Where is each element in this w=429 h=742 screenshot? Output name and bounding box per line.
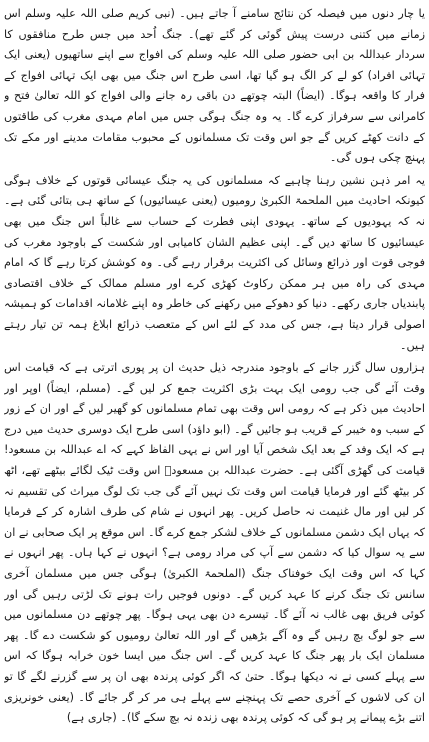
urdu-article-page (4, 4, 425, 738)
article-paragraph-3: ہزاروں سال گزر جانے کے باوجود مندرجہ ذیل حدیث ان پر پوری اترتی ہے کہ قیامت اس وقت آئے گی جب رومی ایک بہت بڑی اکثریت جمع کر لیں گے۔ (مسلم، ایضاً) اوپر اور احادیث میں ذکر ہے کہ رومی اس وقت بھی تمام مسلمانوں کو گھیر لیں گے اور ان کے زور کے سبب وہ خیبر کے قریب ہو جائیں گے۔ (ابو داؤد) اسی طرح ایک دوسری حدیث میں درج ہے کہ ایک وفد کے بعد ایک شخص آیا اور اس نے یہی الفاظ کہے کہ اے عبداللہ بن مسعود! قیامت کی گھڑی آگئی ہے۔ حضرت عبداللہ بن مسعودؓ اس وقت ٹیک لگائے بیٹھے تھے، اٹھ کر بیٹھ گئے اور فرمایا قیامت اس وقت تک نہیں آئے گی جب تک لوگ میراث کی تقسیم نہ کر لیں اور مال غنیمت نہ حاصل کریں۔ پھر انہوں نے شام کی طرف اشارہ کر کے فرمایا کہ یہاں ایک دشمن مسلمانوں کے خلاف لشکر جمع کرے گا۔ اس موقع پر ایک صحابی نے ان سے یہ سوال کیا کہ دشمن سے آپ کی مراد رومی ہے؟ انہوں نے کہا ہاں۔ پھر انہوں نے کہا کہ اس وقت ایک خوفناک جنگ (الملحمۃ الکبریٰ) ہوگی جس میں مسلمان آخری سانس تک جنگ کرنے کا عہد کریں گے۔ دونوں فوجیں رات ہونے تک لڑتی رہیں گی اور کوئی فریق بھی غالب نہ آئے گا۔ تیسرے دن بھی یہی ہوگا۔ پھر چوتھے دن مسلمانوں میں سے جو لوگ بچ رہیں گے وہ آگے بڑھیں گے اور اللہ تعالیٰ رومیوں کو شکست دے گا۔ پھر مسلمان ایک بار پھر جنگ کا عہد کریں گے۔ اس جنگ میں ایسا خون خرابہ ہوگا کہ اس سے پہلے کسی نے نہ دیکھا ہوگا۔ حتیٰ کہ اگر کوئی پرندہ بھی ان پر سے گزرنے لگے گا تو ان کی لاشوں کے آخری حصے تک پہنچنے سے پہلے ہی مر کر گر جائے گا۔ (یعنی خونریزی اتنے بڑے پیمانے پر ہو گی کہ کوئی پرندہ بھی زندہ نہ بچ سکے گا)۔ (جاری ہے) (4, 361, 425, 725)
article-paragraph-1: یا چار دنوں میں فیصلہ کن نتائج سامنے آ جاتے ہیں۔ (نبی کریم صلی اللہ علیہ وسلم اس زمانے میں کتنی درست پیش گوئی کر گئے تھے)۔ جنگ اُحد میں جس طرح منافقوں کا سردار عبداللہ بن ابی حضور صلی اللہ علیہ وسلم کی افواج سے اپنے ساتھیوں (یعنی ایک تہائی افراد) کو لے کر الگ ہو گیا تھا، اسی طرح اس جنگ میں بھی ایک تہائی افواج کے فرار کا واقعہ ہوگا۔ (ایضاً) البتہ چوتھے دن باقی رہ جانے والی افواج کو اللہ تعالیٰ فتح و کامرانی سے سرفراز کرے گا۔ یہ وہ جنگ ہوگی جس میں امام مہدی مغرب کی طاقتوں کے دانت کھٹے کریں گے جو اس وقت تک مسلمانوں کے محبوب مقامات مدینے اور مکے تک پہنچ چکی ہوں گی۔ (4, 7, 425, 165)
article-paragraph-2: یہ امر ذہن نشین رہنا چاہیے کہ مسلمانوں کی یہ جنگ عیسائی قوتوں کے خلاف ہوگی کیونکہ احادیث میں الملحمۃ الکبریٰ رومیوں (یعنی عیسائیوں) کے ساتھ ہی بتائی گئی ہے۔ نہ کہ یہودیوں کے ساتھ۔ یہودی اپنی فطرت کے حساب سے غالباً اس جنگ میں بھی عیسائیوں کا ساتھ دیں گے۔ اپنی عظیم الشان کامیابی اور شکست کے باوجود مغرب کی فوجی قوت اور ذرائع وسائل کی اکثریت برقرار رہے گی۔ وہ کوشش کرتا رہے گا کہ امام مہدی کی راہ میں ہر ممکن رکاوٹ کھڑی کرے اور مسلم ممالک کے خلاف اقتصادی پابندیاں جاری رکھے۔ دنیا کو دھوکے میں رکھنے کی خاطر وہ اپنے غلامانہ اقدامات کو ہمیشہ اصولی قرار دیتا ہے، جس کی مدد کے لئے اس کے متعصب ذرائع ابلاغ ہمہ تن تیار رہتے ہیں۔ (4, 173, 425, 352)
